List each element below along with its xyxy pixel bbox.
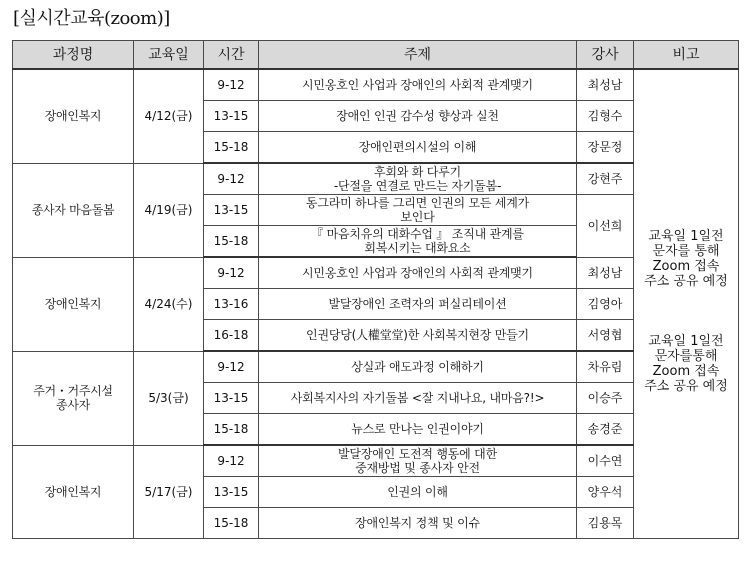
topic-cell: 발달장애인 조력자의 퍼실리테이션 — [259, 289, 577, 320]
header-date: 교육일 — [134, 41, 204, 70]
course-cell: 종사자 마음돌봄 — [13, 163, 134, 257]
table-row — [13, 69, 739, 101]
header-row — [13, 41, 739, 70]
time-cell: 9-12 — [204, 69, 259, 101]
time-cell: 13-15 — [204, 477, 259, 508]
topic-cell: 동그라미 하나를 그리면 인권의 모든 세계가 보인다 — [259, 195, 577, 226]
date-cell: 5/3(금) — [134, 351, 204, 445]
topic-cell: 시민옹호인 사업과 장애인의 사회적 관계맺기 — [259, 257, 577, 289]
course-cell: 장애인복지 — [13, 257, 134, 351]
time-cell: 9-12 — [204, 351, 259, 383]
table-row — [13, 445, 739, 477]
instructor-cell: 최성남 — [577, 257, 634, 289]
table-row — [13, 257, 739, 289]
table-row — [13, 163, 739, 195]
date-cell: 4/19(금) — [134, 163, 204, 257]
topic-cell: 뉴스로 만나는 인권이야기 — [259, 414, 577, 446]
page-title: [실시간교육(zoom)] — [13, 8, 170, 29]
time-cell: 13-15 — [204, 101, 259, 132]
time-cell: 13-16 — [204, 289, 259, 320]
instructor-cell: 김영아 — [577, 289, 634, 320]
schedule-table — [12, 40, 739, 539]
instructor-cell: 최성남 — [577, 69, 634, 101]
instructor-cell: 장문정 — [577, 132, 634, 164]
course-cell: 장애인복지 — [13, 69, 134, 163]
topic-cell: 발달장애인 도전적 행동에 대한 중재방법 및 종사자 안전 — [259, 445, 577, 477]
instructor-cell: 이승주 — [577, 383, 634, 414]
instructor-cell: 김형수 — [577, 101, 634, 132]
header-time: 시간 — [204, 41, 259, 70]
time-cell: 16-18 — [204, 320, 259, 352]
table-row — [13, 351, 739, 383]
topic-cell: 시민옹호인 사업과 장애인의 사회적 관계맺기 — [259, 69, 577, 101]
header-instructor: 강사 — [577, 41, 634, 70]
time-cell: 13-15 — [204, 383, 259, 414]
time-cell: 15-18 — [204, 132, 259, 164]
time-cell: 15-18 — [204, 414, 259, 446]
topic-cell: 『 마음치유의 대화수업 』 조직내 관계를 회복시키는 대화요소 — [259, 226, 577, 258]
time-cell: 15-18 — [204, 226, 259, 258]
time-cell: 9-12 — [204, 445, 259, 477]
note-text-1: 교육일 1일전 문자를 통해 Zoom 접속 주소 공유 예정 — [644, 229, 728, 289]
date-cell: 5/17(금) — [134, 445, 204, 539]
header-course: 과정명 — [13, 41, 134, 70]
instructor-cell: 김용목 — [577, 508, 634, 539]
time-cell: 13-15 — [204, 195, 259, 226]
instructor-cell: 양우석 — [577, 477, 634, 508]
topic-cell: 인권당당(人權堂堂)한 사회복지현장 만들기 — [259, 320, 577, 352]
topic-cell: 후회와 화 다루기 -단절을 연결로 만드는 자기돌봄- — [259, 163, 577, 195]
header-note: 비고 — [634, 41, 739, 70]
instructor-cell: 강현주 — [577, 163, 634, 195]
note-cell — [634, 69, 739, 539]
instructor-cell: 송경준 — [577, 414, 634, 446]
header-topic: 주제 — [259, 41, 577, 70]
note-text-2: 교육일 1일전 문자를통해 Zoom 접속 주소 공유 예정 — [644, 334, 728, 394]
time-cell: 15-18 — [204, 508, 259, 539]
instructor-cell: 차유림 — [577, 351, 634, 383]
topic-cell: 장애인 인권 감수성 향상과 실천 — [259, 101, 577, 132]
course-cell: 장애인복지 — [13, 445, 134, 539]
course-cell: 주거・거주시설 종사자 — [13, 351, 134, 445]
instructor-cell: 이선희 — [577, 195, 634, 258]
instructor-cell: 이수연 — [577, 445, 634, 477]
instructor-cell: 서영협 — [577, 320, 634, 352]
topic-cell: 사회복지사의 자기돌봄 <잘 지내나요, 내마음?!> — [259, 383, 577, 414]
date-cell: 4/12(금) — [134, 69, 204, 163]
time-cell: 9-12 — [204, 257, 259, 289]
topic-cell: 인권의 이해 — [259, 477, 577, 508]
time-cell: 9-12 — [204, 163, 259, 195]
date-cell: 4/24(수) — [134, 257, 204, 351]
topic-cell: 장애인복지 정책 및 이슈 — [259, 508, 577, 539]
topic-cell: 장애인편의시설의 이해 — [259, 132, 577, 164]
topic-cell: 상실과 애도과정 이해하기 — [259, 351, 577, 383]
